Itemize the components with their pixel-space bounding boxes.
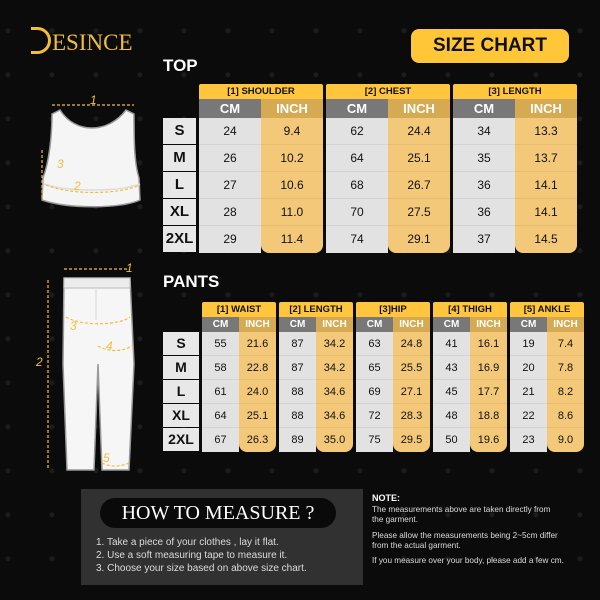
size-cell: 28 [199, 199, 261, 226]
size-cell: 70 [326, 199, 388, 226]
size-cell: 45 [433, 380, 470, 404]
inch-column-header: INCH [393, 317, 430, 332]
note-line-2: Please allow the measurements being 2~5cm differ from the actual garment. [372, 531, 558, 550]
note-title: NOTE: [372, 493, 400, 503]
size-cell: 37 [477, 232, 491, 246]
inch-column-header: INCH [388, 99, 450, 118]
size-cell: 63 [356, 332, 393, 356]
size-cell: 13.3 [515, 118, 577, 145]
measurement-header: [1] SHOULDER [199, 84, 323, 99]
top-label-2: 2 [74, 179, 81, 193]
cm-column-header: CM [453, 99, 515, 118]
size-cell: 43 [433, 356, 470, 380]
size-cell: 72 [356, 404, 393, 428]
size-label: XL [163, 199, 196, 225]
cm-column-header: CM [356, 317, 393, 332]
size-cell: 34.6 [316, 404, 353, 428]
size-cell: 67 [214, 434, 227, 446]
measure-step-3: 3. Choose your size based on above size chart. [96, 563, 307, 574]
measurement-header: [4] THIGH [433, 302, 507, 317]
size-cell: 16.1 [470, 332, 507, 356]
size-cell: 64 [326, 145, 388, 172]
brand-logo-mark [31, 27, 51, 54]
size-cell: 14.1 [515, 199, 577, 226]
size-cell: 25.5 [393, 356, 430, 380]
size-cell: 18.8 [470, 404, 507, 428]
cm-column-header: CM [202, 317, 239, 332]
size-cell: 29.5 [400, 434, 423, 446]
size-cell: 61 [202, 380, 239, 404]
size-label: M [163, 145, 196, 171]
size-cell: 21.6 [239, 332, 276, 356]
cm-column-header: CM [326, 99, 388, 118]
size-cell: 74 [350, 232, 364, 246]
pants-label-4: 4 [106, 339, 113, 353]
size-cell: 24.4 [388, 118, 450, 145]
note-line-1: The measurements above are taken directly from the garment. [372, 505, 551, 524]
size-cell: 64 [202, 404, 239, 428]
size-cell: 17.7 [470, 380, 507, 404]
inch-column-header: INCH [261, 99, 323, 118]
pants-label-5: 5 [103, 451, 110, 465]
cm-column-header: CM [510, 317, 547, 332]
pants-label-2: 2 [36, 355, 43, 369]
size-cell: 7.4 [547, 332, 584, 356]
top-label-1: 1 [90, 93, 97, 107]
size-cell: 8.2 [547, 380, 584, 404]
size-cell: 26.3 [246, 434, 269, 446]
pants-label-3: 3 [70, 319, 77, 333]
size-cell: 48 [433, 404, 470, 428]
size-cell: 26 [199, 145, 261, 172]
size-cell: 21 [510, 380, 547, 404]
size-cell: 9.0 [557, 434, 574, 446]
measurement-header: [5] ANKLE [510, 302, 584, 317]
measurement-header: [2] LENGTH [279, 302, 353, 317]
size-cell: 68 [326, 172, 388, 199]
brand-name: ESINCE [52, 30, 133, 55]
size-label: S [163, 118, 196, 144]
size-cell: 25.1 [388, 145, 450, 172]
size-cell: 24 [199, 118, 261, 145]
measurement-header: [3]HIP [356, 302, 430, 317]
measurement-header: [3] LENGTH [453, 84, 577, 99]
size-cell: 34.2 [316, 356, 353, 380]
size-label: L [163, 172, 196, 198]
top-garment-diagram [30, 92, 165, 224]
size-cell: 23 [522, 434, 535, 446]
size-cell: 87 [279, 332, 316, 356]
size-cell: 14.1 [515, 172, 577, 199]
inch-column-header: INCH [316, 317, 353, 332]
size-cell: 10.6 [261, 172, 323, 199]
size-cell: 27 [199, 172, 261, 199]
size-cell: 24.0 [239, 380, 276, 404]
size-cell: 22.8 [239, 356, 276, 380]
size-cell: 36 [453, 199, 515, 226]
measurement-header: [2] CHEST [326, 84, 450, 99]
size-cell: 13.7 [515, 145, 577, 172]
cm-column-header: CM [279, 317, 316, 332]
size-cell: 7.8 [547, 356, 584, 380]
measure-step-1: 1. Take a piece of your clothes , lay it flat. [96, 537, 279, 548]
size-cell: 69 [356, 380, 393, 404]
cm-column-header: CM [199, 99, 261, 118]
size-cell: 36 [453, 172, 515, 199]
size-cell: 34.2 [316, 332, 353, 356]
pants-section-title: PANTS [163, 272, 220, 291]
size-cell: 88 [279, 380, 316, 404]
size-cell: 11.0 [261, 199, 323, 226]
size-label: M [163, 356, 199, 379]
size-cell: 65 [356, 356, 393, 380]
size-cell: 58 [202, 356, 239, 380]
measure-step-2: 2. Use a soft measuring tape to measure it. [96, 550, 288, 561]
size-cell: 89 [291, 434, 304, 446]
pants-garment-diagram [30, 260, 150, 485]
top-section-title: TOP [163, 56, 198, 75]
size-cell: 26.7 [388, 172, 450, 199]
size-cell: 55 [202, 332, 239, 356]
size-cell: 8.6 [547, 404, 584, 428]
size-cell: 34 [453, 118, 515, 145]
size-cell: 22 [510, 404, 547, 428]
size-cell: 28.3 [393, 404, 430, 428]
size-cell: 41 [433, 332, 470, 356]
inch-column-header: INCH [515, 99, 577, 118]
size-cell: 27.5 [388, 199, 450, 226]
size-cell: 19 [510, 332, 547, 356]
top-label-3: 3 [57, 157, 64, 171]
cm-column-header: CM [433, 317, 470, 332]
size-cell: 29.1 [407, 232, 431, 246]
size-cell: 24.8 [393, 332, 430, 356]
size-chart-badge: SIZE CHART [411, 29, 569, 63]
size-cell: 29 [223, 232, 237, 246]
size-cell: 62 [326, 118, 388, 145]
pants-label-1: 1 [126, 261, 133, 275]
size-cell: 14.5 [534, 232, 558, 246]
size-label: XL [163, 404, 199, 427]
measurement-header: [1] WAIST [202, 302, 276, 317]
size-cell: 35.0 [323, 434, 346, 446]
size-cell: 16.9 [470, 356, 507, 380]
size-cell: 10.2 [261, 145, 323, 172]
how-to-measure-title: HOW TO MEASURE ? [100, 498, 336, 528]
size-cell: 87 [279, 356, 316, 380]
size-cell: 35 [453, 145, 515, 172]
inch-column-header: INCH [239, 317, 276, 332]
size-cell: 75 [368, 434, 381, 446]
size-cell: 88 [279, 404, 316, 428]
size-cell: 25.1 [239, 404, 276, 428]
size-cell: 34.6 [316, 380, 353, 404]
size-cell: 27.1 [393, 380, 430, 404]
size-cell: 9.4 [261, 118, 323, 145]
size-label: S [163, 332, 199, 355]
size-cell: 50 [445, 434, 458, 446]
size-label: 2XL [163, 428, 199, 451]
size-label: L [163, 380, 199, 403]
inch-column-header: INCH [470, 317, 507, 332]
size-cell: 11.4 [280, 232, 304, 246]
note-line-3: If you measure over your body, please add a few cm. [372, 556, 564, 565]
size-cell: 19.6 [477, 434, 500, 446]
size-cell: 20 [510, 356, 547, 380]
size-label: 2XL [163, 226, 196, 252]
inch-column-header: INCH [547, 317, 584, 332]
